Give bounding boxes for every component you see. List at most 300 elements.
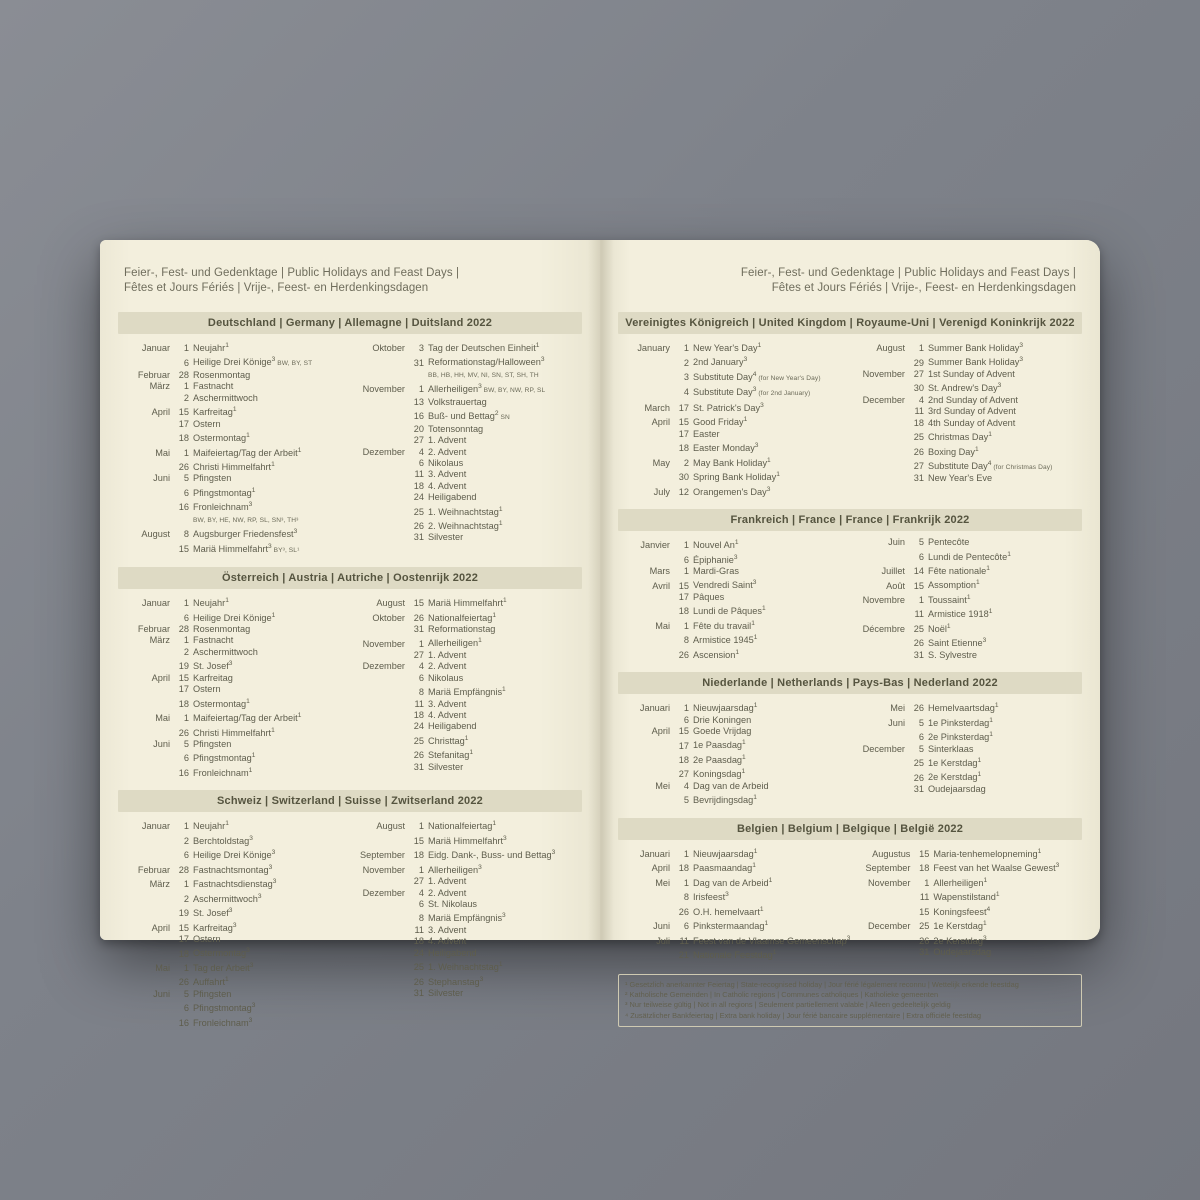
holiday-name: Wapenstilstand$^1$ (933, 891, 1000, 903)
holiday-footnote-marker: 1 (492, 611, 497, 619)
holiday-row (120, 710, 345, 724)
holiday-day: 26 (913, 703, 924, 714)
holiday-footnote-marker: 3 (743, 356, 748, 364)
holiday-name: Orangemen's Day$^3$ (693, 485, 771, 497)
holiday-day: 16 (178, 767, 189, 778)
holiday-name: Heiligabend (428, 721, 477, 732)
holiday-footnote-marker: 3 (540, 356, 545, 364)
holiday-footnote-marker: 1 (988, 431, 992, 439)
holiday-row (355, 492, 580, 503)
holiday-name: 1e Pinksterdag$^1$ (928, 716, 993, 728)
holiday-name: Ostern (193, 934, 221, 945)
holiday-row (120, 610, 345, 624)
holiday-name: Reformationstag/Halloween$^3$ (428, 356, 545, 368)
section-column-right (355, 818, 580, 1029)
country-section (118, 312, 582, 556)
holiday-name: Tag der Deutschen Einheit$^1$ (428, 342, 540, 354)
holiday-footnote-marker: 3 (754, 442, 759, 450)
holiday-day: 6 (183, 487, 189, 498)
holiday-row (620, 469, 845, 483)
holiday-footnote-marker: 3 (551, 849, 556, 857)
holiday-month: Mai (155, 963, 170, 973)
holiday-month: Décembre (862, 623, 905, 634)
holiday-day: 15 (413, 835, 424, 846)
holiday-day: 5 (918, 537, 924, 548)
holiday-name: Volkstrauertag (428, 396, 487, 407)
holiday-day: 4 (683, 780, 689, 791)
holiday-row (355, 369, 580, 381)
holiday-name: Aschermittwoch$^3$ (193, 892, 262, 904)
section-column-left (120, 340, 345, 556)
holiday-month: März (149, 879, 170, 890)
holiday-day: 17 (178, 934, 189, 945)
holiday-footnote-marker: 1 (753, 702, 758, 710)
holiday-footnote-marker: 3 (1055, 862, 1060, 870)
holiday-month: Novembre (862, 594, 905, 605)
holiday-day: 1 (683, 703, 689, 714)
country-section-title: Deutschland | Germany | Allemagne | Duitsland 2022 (118, 312, 582, 334)
holiday-name: Fronleichnam$^3$ (193, 1016, 253, 1028)
holiday-name: Fastnachtsmontag$^3$ (193, 863, 273, 875)
holiday-name: 2e Kerstdag$^1$ (928, 771, 982, 783)
holiday-day: 1 (183, 635, 189, 646)
holiday-day: 26 (678, 906, 689, 917)
holiday-footnote-marker: 3 (982, 637, 987, 645)
holiday-row (120, 989, 345, 1000)
holiday-day: 8 (418, 687, 424, 698)
holiday-row (355, 721, 580, 732)
holiday-row (620, 566, 845, 577)
holiday-day: 17 (678, 402, 689, 413)
holiday-row (120, 473, 345, 484)
holiday-day: 1 (418, 864, 424, 875)
holiday-footnote-marker: 3 (725, 891, 729, 899)
holiday-footnote-marker: 1 (503, 597, 507, 605)
holiday-name: Pfingstmontag$^1$ (193, 752, 256, 764)
holiday-row (120, 876, 345, 890)
holiday-row (355, 650, 580, 661)
holiday-day: 30 (913, 383, 924, 394)
holiday-month: Mai (155, 713, 170, 724)
holiday-day: 18 (678, 755, 689, 765)
holiday-name: Karfreitag$^3$ (193, 921, 237, 933)
holiday-name: Eidg. Dank-, Buss- und Bettag$^3$ (428, 849, 556, 861)
holiday-row (355, 673, 580, 684)
holiday-month: Mars (649, 566, 670, 577)
holiday-name: Nikolaus (428, 672, 464, 683)
holiday-row (620, 904, 850, 918)
holiday-footnote-marker: 4 (752, 370, 757, 378)
holiday-row (120, 750, 345, 764)
holiday-row (855, 784, 1080, 795)
left-sections (118, 312, 582, 1029)
holiday-row (355, 684, 580, 698)
holiday-region-note: (for New Year's Day) (756, 375, 821, 382)
holiday-region-note: (for Christmas Day) (991, 464, 1053, 472)
holiday-day: 1 (683, 848, 689, 859)
holiday-footnote-marker: 1 (225, 820, 229, 828)
holiday-day: 28 (178, 369, 189, 380)
holiday-row (855, 744, 1080, 755)
holiday-name: Christtag$^1$ (428, 734, 469, 746)
holiday-row (120, 818, 345, 832)
holiday-day: 29 (913, 357, 924, 368)
holiday-month: Dezember (362, 887, 405, 898)
holiday-row (355, 624, 580, 635)
holiday-footnote-marker: 3 (232, 921, 237, 929)
legend-line: ⁴ Zusätzlicher Bankfeiertag | Extra bank holiday | Jour férié bancaire supplémentaire | Extra officiële feestdag (625, 1010, 981, 1020)
holiday-day: 1 (183, 447, 189, 458)
holiday-day: 15 (413, 598, 424, 609)
holiday-month: Oktober (372, 612, 405, 623)
section-columns (118, 334, 582, 556)
holiday-month: Juni (153, 988, 170, 999)
holiday-row (120, 960, 345, 974)
holiday-row (355, 635, 580, 649)
holiday-row (620, 889, 850, 903)
holiday-footnote-marker: 1 (995, 891, 1000, 899)
holiday-footnote-marker: 1 (988, 608, 993, 616)
holiday-footnote-marker: 3 (766, 485, 771, 493)
holiday-day: 20 (413, 423, 424, 434)
holiday-row (355, 481, 580, 492)
holiday-name: Silvester (428, 532, 464, 543)
holiday-row (120, 905, 345, 919)
holiday-month: November (868, 877, 911, 888)
holiday-name: Armistice 1918$^1$ (928, 608, 993, 620)
holiday-month: März (149, 635, 170, 646)
holiday-name: Pfingsten (193, 988, 232, 999)
holiday-name: Rosenmontag (193, 369, 251, 380)
holiday-name: Berchtoldstag$^3$ (193, 834, 253, 846)
holiday-day: 18 (678, 606, 689, 617)
holiday-footnote-marker: 1 (982, 920, 987, 928)
holiday-name: Ostern (193, 418, 221, 429)
holiday-footnote-marker: 3 (752, 579, 757, 587)
holiday-day: 16 (178, 502, 189, 513)
holiday-footnote-marker: 1 (225, 597, 229, 605)
holiday-name: 4th Sunday of Advent (928, 417, 1016, 428)
holiday-footnote-marker: 1 (776, 471, 780, 479)
holiday-day: 1 (183, 821, 189, 832)
holiday-day: 11 (914, 609, 924, 620)
holiday-name: Neujahr$^1$ (193, 597, 229, 609)
holiday-name: Feest van het Waalse Gewest$^3$ (933, 862, 1060, 874)
country-section-title: Niederlande | Netherlands | Pays-Bas | Nederland 2022 (618, 672, 1082, 694)
holiday-footnote-marker: 1 (251, 486, 256, 494)
holiday-name: Pfingstmontag$^1$ (193, 486, 256, 498)
holiday-row (855, 395, 1080, 406)
holiday-month: Mei (655, 780, 670, 791)
holiday-day: 6 (418, 457, 424, 468)
holiday-month: November (362, 638, 405, 649)
holiday-month: Februar (137, 864, 170, 875)
holiday-row (120, 624, 345, 635)
holiday-day: 30 (678, 472, 689, 483)
holiday-row (855, 715, 1080, 729)
holiday-name: Stefanitag$^1$ (428, 749, 474, 761)
section-column-left (620, 537, 845, 661)
holiday-name: 1. Advent (428, 649, 467, 660)
holiday-name: Fronleichnam$^1$ (193, 766, 253, 778)
holiday-name: Good Friday$^1$ (693, 416, 748, 428)
holiday-name: Dag van de Arbeid$^1$ (693, 876, 773, 888)
holiday-name: Maifeiertag/Tag der Arbeit$^1$ (193, 446, 302, 458)
holiday-name: 2e Kerstdag$^3$ (933, 934, 987, 946)
holiday-row (120, 381, 345, 392)
country-section (618, 312, 1082, 498)
holiday-row (355, 447, 580, 458)
legend-line: ¹ Gesetzlich anerkannter Feiertag | State-recognised holiday | Jour férié légalement reconnu | Wettelijk erkende feestdag (625, 979, 1019, 989)
holiday-month: December (862, 743, 905, 754)
holiday-row (620, 429, 845, 440)
holiday-row (120, 658, 345, 672)
holiday-day: 25 (413, 735, 424, 746)
holiday-month: Januar (141, 821, 170, 832)
country-section (618, 672, 1082, 807)
holiday-row (620, 577, 845, 591)
holiday-footnote-marker: 1 (502, 686, 506, 694)
holiday-day: 28 (178, 624, 189, 635)
holiday-day: 27 (678, 769, 689, 780)
holiday-region-note: (for 2nd January) (756, 390, 811, 398)
holiday-footnote-marker: 1 (742, 753, 746, 761)
holiday-name: 4. Advent (428, 480, 467, 491)
holiday-row (355, 948, 580, 959)
holiday-day: 5 (183, 473, 189, 484)
legend-line: ³ Nur teilweise gültig | Not in all regions | Seulement partiellement valable | Alleen gedeeltelijk geldig (625, 1000, 951, 1010)
holiday-month: April (651, 863, 670, 874)
holiday-row (355, 862, 580, 876)
holiday-month: December (862, 394, 905, 405)
holiday-row (120, 725, 345, 739)
holiday-name: 2e Paasdag$^1$ (693, 753, 746, 765)
holiday-name: Heilige Drei Könige$^3$ (193, 849, 276, 861)
holiday-row (355, 888, 580, 899)
section-columns (618, 840, 1082, 962)
holiday-row (620, 752, 845, 766)
holiday-day: 17 (678, 428, 689, 439)
holiday-day: 31 (913, 473, 924, 484)
holiday-name: 3. Advent (428, 698, 467, 709)
holiday-day: 25 (913, 432, 924, 443)
holiday-row (355, 458, 580, 469)
holiday-day: 25 (413, 506, 424, 517)
holiday-row (120, 595, 345, 609)
holiday-name: St. Andrew's Day$^3$ (928, 382, 1002, 394)
holiday-footnote-marker: 1 (753, 634, 758, 642)
holiday-day: 31 (413, 532, 424, 543)
holiday-day: 5 (918, 717, 924, 728)
holiday-name (428, 369, 580, 381)
holiday-footnote-marker: 1 (271, 460, 275, 468)
holiday-row (355, 833, 580, 847)
holiday-day: 1 (183, 713, 189, 724)
holiday-footnote-marker: 4 (987, 459, 992, 467)
holiday-name: Allerheiligen$^1$ (428, 637, 482, 649)
holiday-day: 16 (413, 411, 424, 422)
holiday-day: 3 (418, 343, 424, 354)
holiday-day: 26 (413, 612, 424, 623)
holiday-row (355, 518, 580, 532)
country-section (618, 509, 1082, 661)
holiday-row (620, 552, 845, 566)
footnote-legend (618, 974, 1082, 1028)
holiday-day: 15 (178, 922, 189, 933)
holiday-day: 26 (913, 772, 924, 783)
holiday-name: Pentecôte (928, 537, 970, 548)
holiday-day: 4 (418, 446, 424, 457)
holiday-day: 1 (924, 877, 930, 888)
holiday-footnote-marker: 1 (246, 697, 250, 705)
holiday-day: 1 (683, 540, 689, 551)
holiday-region-note: SN (498, 414, 510, 422)
holiday-name: St. Josef$^3$ (193, 660, 233, 672)
holiday-month: Juni (888, 717, 905, 728)
holiday-month: Mai (155, 447, 170, 458)
holiday-row (620, 340, 845, 354)
holiday-day: 6 (183, 753, 189, 764)
holiday-name: Allerheiligen$^3$ (428, 863, 482, 875)
holiday-row (855, 729, 1080, 743)
holiday-name: 4. Advent (428, 936, 467, 947)
holiday-day: 2 (683, 357, 689, 368)
holiday-footnote-marker: 1 (757, 342, 762, 349)
holiday-row (355, 818, 580, 832)
holiday-row (855, 380, 1080, 394)
holiday-row (120, 673, 345, 684)
holiday-name: 3. Advent (428, 924, 467, 935)
holiday-month: November (362, 864, 405, 875)
holiday-row (120, 862, 345, 876)
holiday-month: Februar (137, 624, 170, 635)
holiday-name: Nationalfeiertag$^1$ (428, 611, 497, 623)
holiday-day: 19 (178, 908, 189, 919)
holiday-row (120, 945, 345, 959)
holiday-month: November (362, 384, 405, 395)
holiday-footnote-marker: 1 (751, 619, 755, 627)
holiday-footnote-marker: 1 (761, 605, 766, 613)
holiday-row (855, 621, 1080, 635)
holiday-day: 31 (919, 947, 930, 958)
holiday-day: 6 (683, 921, 689, 932)
holiday-name: Assomption$^1$ (928, 579, 980, 591)
holiday-name: Sinterklaas (928, 743, 974, 754)
country-section-title: Frankreich | France | France | Frankrijk 2022 (618, 509, 1082, 531)
holiday-day: 11 (414, 924, 424, 935)
holiday-month: Januar (141, 343, 170, 354)
holiday-footnote-marker: 3 (246, 947, 250, 955)
holiday-name: Pfingsten (193, 473, 232, 484)
holiday-day: 6 (183, 1003, 189, 1014)
holiday-day: 15 (178, 407, 189, 418)
holiday-name: Christi Himmelfahrt$^1$ (193, 726, 275, 738)
holiday-name (193, 514, 345, 526)
holiday-footnote-marker: 3 (479, 975, 484, 983)
holiday-row (620, 384, 845, 399)
holiday-day: 18 (678, 863, 689, 874)
holiday-footnote-marker: 3 (268, 542, 272, 550)
section-column-right (355, 340, 580, 556)
holiday-name: St. Nikolaus (428, 899, 478, 909)
section-column-right (855, 700, 1080, 807)
holiday-footnote-marker: 3 (228, 660, 233, 668)
holiday-name: Oudejaarsdag (928, 783, 986, 794)
holiday-name: Armistice 1945$^1$ (693, 634, 758, 646)
holiday-day: 16 (178, 1017, 189, 1028)
holiday-name: Tag der Arbeit$^3$ (193, 961, 254, 973)
holiday-name: Heilige Drei Könige$^3$ BW, BY, ST (193, 356, 313, 368)
holiday-row (620, 632, 845, 646)
open-planner-book (100, 240, 1100, 1028)
holiday-day: 6 (918, 551, 924, 562)
holiday-row (860, 846, 1080, 860)
holiday-footnote-marker: 1 (246, 432, 250, 440)
holiday-day: 25 (919, 921, 930, 932)
holiday-month: Juin (888, 537, 905, 548)
holiday-row (120, 1015, 345, 1029)
holiday-name: Mariä Himmelfahrt$^3$ (428, 834, 507, 846)
holiday-row (860, 947, 1080, 958)
holiday-month: September (360, 850, 405, 861)
holiday-row (355, 595, 580, 609)
holiday-row (355, 733, 580, 747)
holiday-name: Maria-tenhemelopneming$^1$ (933, 847, 1042, 859)
holiday-row (855, 650, 1080, 661)
country-section-title: Österreich | Austria | Autriche | Oostenrijk 2022 (118, 567, 582, 589)
holiday-row (620, 792, 845, 806)
holiday-footnote-marker: 3 (251, 1002, 256, 1010)
holiday-row (355, 876, 580, 887)
holiday-row (120, 485, 345, 499)
holiday-footnote-marker: 1 (759, 905, 764, 913)
holiday-row (355, 424, 580, 435)
section-column-right (355, 595, 580, 779)
holiday-region-note: BW, BY, ST (275, 360, 313, 368)
holiday-day: 1 (683, 620, 689, 631)
holiday-name: Rosenmontag (193, 624, 251, 635)
holiday-footnote-marker: 3 (249, 834, 253, 842)
holiday-footnote-marker: 3 (268, 863, 273, 871)
holiday-row (355, 661, 580, 672)
holiday-row (855, 406, 1080, 417)
holiday-day: 8 (418, 913, 424, 924)
holiday-row (860, 889, 1080, 903)
holiday-footnote-marker: 1 (735, 648, 740, 656)
holiday-row (855, 458, 1080, 473)
holiday-day: 31 (413, 624, 424, 635)
holiday-month: Juni (653, 921, 670, 932)
holiday-row (855, 635, 1080, 649)
right-header-line-1: Feier-, Fest- und Gedenktage | Public Holidays and Feast Days | (740, 267, 1076, 279)
holiday-footnote-marker: 3 (228, 907, 233, 915)
holiday-month: Dezember (362, 446, 405, 457)
holiday-row (120, 354, 345, 369)
section-column-right (855, 537, 1080, 661)
section-column-left (620, 340, 845, 498)
holiday-name: 1. Weihnachtstag$^1$ (428, 505, 503, 517)
section-columns (118, 589, 582, 779)
section-column-left (120, 818, 345, 1029)
holiday-region-note: BW, BY, HE, NW, RP, SL, SN³, TH³ (193, 516, 299, 524)
holiday-row (855, 755, 1080, 769)
right-sections (618, 312, 1082, 962)
holiday-name: Bevrijdingsdag$^1$ (693, 794, 757, 806)
holiday-name: Lundi de Pâques$^1$ (693, 605, 766, 617)
holiday-day: 31 (413, 761, 424, 772)
holiday-name: St. Josef$^3$ (193, 907, 233, 919)
holiday-footnote-marker: 1 (232, 406, 237, 414)
